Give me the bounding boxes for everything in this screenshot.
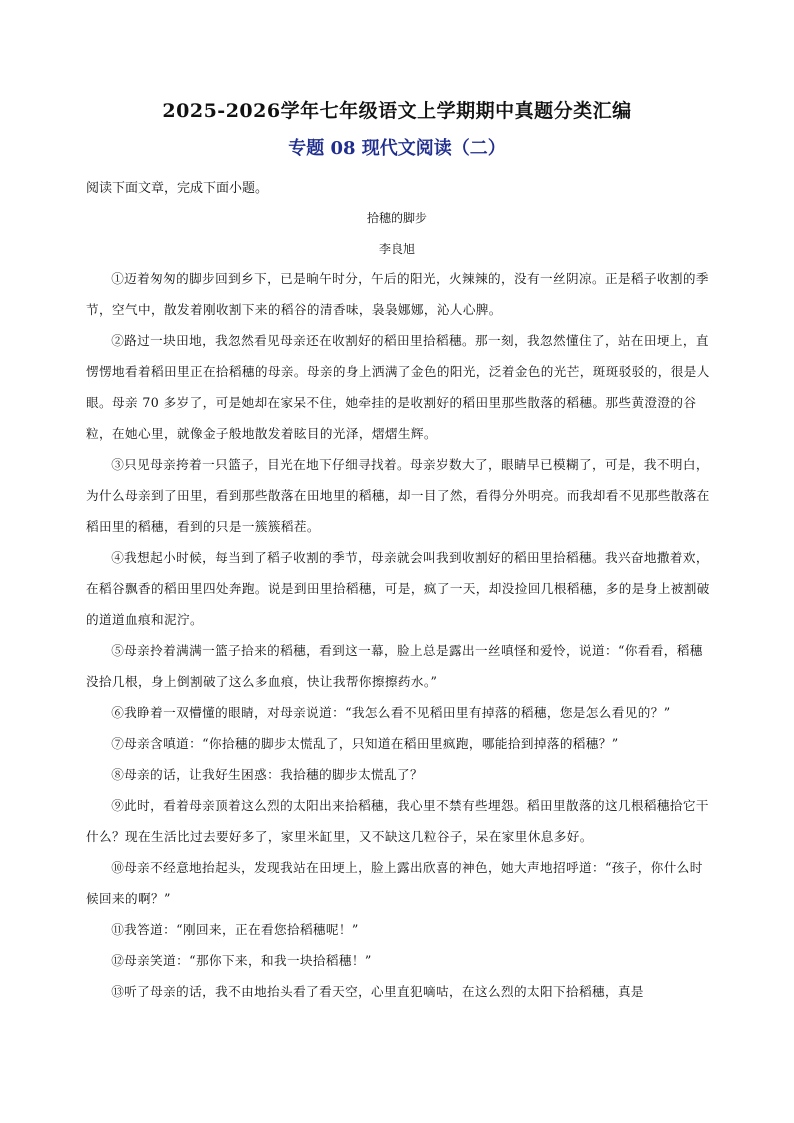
paragraph-8: ⑧母亲的话，让我好生困惑：我拾穗的脚步太慌乱了？ [111, 767, 424, 782]
paragraph-7: ⑦母亲含嗔道：“你拾穗的脚步太慌乱了，只知道在稻田里疯跑，哪能拾到掉落的稻穗？” [111, 736, 619, 751]
paragraph-12: ⑫母亲笑道：“那你下来，和我一块拾稻穗！” [111, 953, 372, 968]
section-subtitle: 专题 08 现代文阅读（二） [288, 138, 506, 159]
paragraph-3: ③只见母亲挎着一只篮子，目光在地下仔细寻找着。母亲岁数大了，眼睛早已模糊了，可是，我不明白，为什么母亲到了田里，看到那些散落在田地里的稻穗，却一目了然，看得分外明亮。而我却看不见那些散落在稻田里的稻穗，看到的只是一簇簇稻茬。 [86, 457, 710, 534]
article-author: 李良旭 [378, 242, 415, 256]
paragraph-9: ⑨此时，看着母亲顶着这么烈的太阳出来拾稻穗，我心里不禁有些埋怨。稻田里散落的这几根稻穗拾它干什么？现在生活比过去要好多了，家里米缸里，又不缺这几粒谷子，呆在家里休息多好。 [86, 798, 709, 844]
article-body [86, 263, 714, 1007]
document-title: 2025-2026学年七年级语文上学期期中真题分类汇编 [162, 100, 632, 122]
paragraph-10: ⑩母亲不经意地抬起头，发现我站在田埂上，脸上露出欣喜的神色，她大声地招呼道：“孩子，你什么时候回来的啊？” [86, 860, 703, 906]
paragraph-2: ②路过一块田地，我忽然看见母亲还在收割好的稻田里拾稻穗。那一刻，我忽然懂住了，站在田埂上，直愣愣地看着稻田里正在拾稻穗的母亲。母亲的身上洒满了金色的阳光，泛着金色的光芒，斑斑驳驳的，很是人眼。母亲 70 多岁了，可是她却在家呆不住，她牵挂的是收割好的稻田里那些散落的稻穗。那些黄澄澄的谷粒，在她心里，就像金子般地散发着眩目的光泽，熠熠生辉。 [86, 333, 710, 441]
paragraph-6: ⑥我睁着一双懵懂的眼睛，对母亲说道：“我怎么看不见稻田里有掉落的稻穗，您是怎么看见的？” [111, 705, 671, 720]
paragraph-4: ④我想起小时候，每当到了稻子收割的季节，母亲就会叫我到收割好的稻田里拾稻穗。我兴奋地撒着欢，在稻谷飘香的稻田里四处奔跑。说是到田里拾稻穗，可是，疯了一天，却没捡回几根稻穗，多的是身上被割破的道道血痕和泥泞。 [86, 550, 710, 627]
reading-instruction: 阅读下面文章，完成下面小题。 [86, 181, 269, 196]
paragraph-5: ⑤母亲拎着满满一篮子拾来的稻穗，看到这一幕，脸上总是露出一丝嗔怪和爱怜，说道：“你看看，稻穗没拾几根，身上倒割破了这么多血痕，快让我帮你擦擦药水。” [86, 643, 703, 689]
paragraph-1: ①迈着匆匆的脚步回到乡下，已是晌午时分，午后的阳光，火辣辣的，没有一丝阴凉。正是稻子收割的季节，空气中，散发着刚收割下来的稻谷的清香味，袅袅娜娜，沁人心脾。 [86, 271, 709, 317]
article-title: 拾穗的脚步 [366, 211, 427, 225]
paragraph-13: ⑬听了母亲的话，我不由地抬头看了看天空，心里直犯嘀咕，在这么烈的太阳下拾稻穗，真是 [111, 984, 644, 999]
paragraph-11: ⑪我答道：“刚回来，正在看您拾稻穗呢！” [111, 922, 359, 937]
